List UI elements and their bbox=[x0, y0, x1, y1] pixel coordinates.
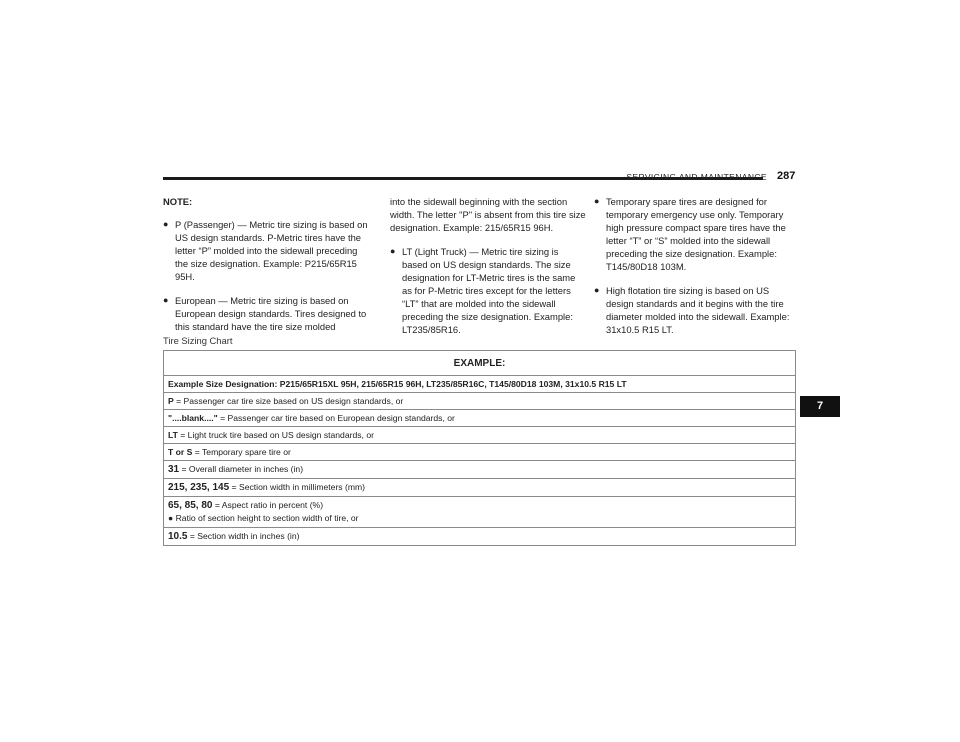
table-row bbox=[164, 410, 796, 427]
table-row bbox=[164, 393, 796, 410]
row-desc: = Aspect ratio in percent (%) bbox=[212, 500, 324, 510]
row-key: 10.5 bbox=[168, 531, 188, 542]
bullet-dot-icon: ● bbox=[163, 219, 169, 229]
row-desc: = Section width in inches (in) bbox=[187, 531, 300, 541]
row-sub-bullet bbox=[168, 512, 791, 525]
row-key: 65, 85, 80 bbox=[168, 500, 213, 511]
bullet-lt-metric bbox=[390, 245, 586, 336]
row-desc: = Temporary spare tire or bbox=[192, 447, 291, 457]
row-desc: = Light truck tire based on US design standards, or bbox=[177, 430, 374, 440]
row-key: "....blank...." bbox=[168, 413, 218, 423]
table-row bbox=[164, 528, 796, 546]
table-header-row bbox=[164, 351, 796, 376]
bullet-european-metric bbox=[163, 294, 368, 333]
example-designation-text: Example Size Designation: P215/65R15XL 95H, 215/65R15 96H, LT235/85R16C, T145/80D18 103M, 31x10.5 R15 LT bbox=[168, 379, 627, 389]
bullet-high-flotation bbox=[594, 284, 798, 336]
bullet-text: High flotation tire sizing is based on US design standards and it begins with the tire diameter molded into the sidewall. Example: 31x10.5 R15 LT. bbox=[606, 285, 790, 335]
table-cell bbox=[164, 497, 796, 528]
table-cell bbox=[164, 444, 796, 461]
table-cell bbox=[164, 528, 796, 546]
row-key: P bbox=[168, 396, 174, 406]
table-cell bbox=[164, 427, 796, 444]
continued-text: into the sidewall beginning with the section width. The letter "P" is absent from this tire size designation. Example: 215/65R15 96H. bbox=[390, 196, 586, 233]
running-header: SERVICING AND MAINTENANCE bbox=[626, 172, 767, 182]
table-row bbox=[164, 479, 796, 497]
bullet-dot-icon: ● bbox=[163, 295, 169, 305]
row-desc: = Passenger car tire size based on US design standards, or bbox=[173, 396, 404, 406]
table-cell bbox=[164, 479, 796, 497]
bullet-text: European — Metric tire sizing is based on European design standards. Tires designed to this standard have the tire size molded bbox=[175, 295, 367, 332]
tire-sizing-table bbox=[163, 350, 796, 546]
table-cell bbox=[164, 410, 796, 427]
row-key: 215, 235, 145 bbox=[168, 482, 230, 493]
bullet-temporary-spare bbox=[594, 195, 798, 273]
chapter-tab: 7 bbox=[800, 396, 840, 417]
bullet-p-metric bbox=[163, 218, 368, 283]
example-designation bbox=[164, 376, 796, 393]
table-cell bbox=[164, 461, 796, 479]
bullet-text: P (Passenger) — Metric tire sizing is based on US design standards. P-Metric tires have the letter “P” molded into the sidewall preceding the size designation. Example: P215/65R15 95H. bbox=[175, 219, 368, 282]
bullet-text: LT (Light Truck) — Metric tire sizing is based on US design standards. The size designation for LT-Metric tires is the same as for P-Metric tires except for the letters “LT” that are molded into the sidewall preceding the size designation. Example: LT235/85R16. bbox=[402, 246, 576, 335]
row-desc: = Overall diameter in inches (in) bbox=[179, 464, 304, 474]
bullet-dot-icon: ● bbox=[594, 285, 600, 295]
table-row bbox=[164, 444, 796, 461]
table-header: EXAMPLE: bbox=[453, 357, 506, 369]
chart-title: Tire Sizing Chart bbox=[163, 335, 233, 346]
row-sub-bullet-text: Ratio of section height to section width of tire, or bbox=[175, 513, 359, 523]
row-key: T or S bbox=[168, 447, 193, 457]
note-column-2 bbox=[390, 195, 586, 347]
row-key: LT bbox=[168, 430, 178, 440]
bullet-dot-icon: ● bbox=[390, 246, 396, 256]
bullet-dot-icon: ● bbox=[168, 513, 176, 523]
table-row bbox=[164, 497, 796, 528]
row-desc: = Passenger car tire based on European design standards, or bbox=[217, 413, 455, 423]
row-key: 31 bbox=[168, 464, 180, 475]
note-label: NOTE: bbox=[163, 196, 193, 207]
note-column-3 bbox=[594, 195, 798, 347]
bullet-text: Temporary spare tires are designed for temporary emergency use only. Temporary high pressure compact spare tires have the letter “T” or “S” molded into the sidewall preceding the size designation. Example: T145/80D18 103M. bbox=[606, 196, 786, 272]
row-line bbox=[168, 499, 791, 512]
table-row bbox=[164, 461, 796, 479]
table-row bbox=[164, 427, 796, 444]
bullet-dot-icon: ● bbox=[594, 196, 600, 206]
page-number: 287 bbox=[777, 170, 796, 182]
table-row bbox=[164, 376, 796, 393]
note-column-1 bbox=[163, 195, 368, 344]
table-cell bbox=[164, 393, 796, 410]
row-desc: = Section width in millimeters (mm) bbox=[229, 482, 366, 492]
